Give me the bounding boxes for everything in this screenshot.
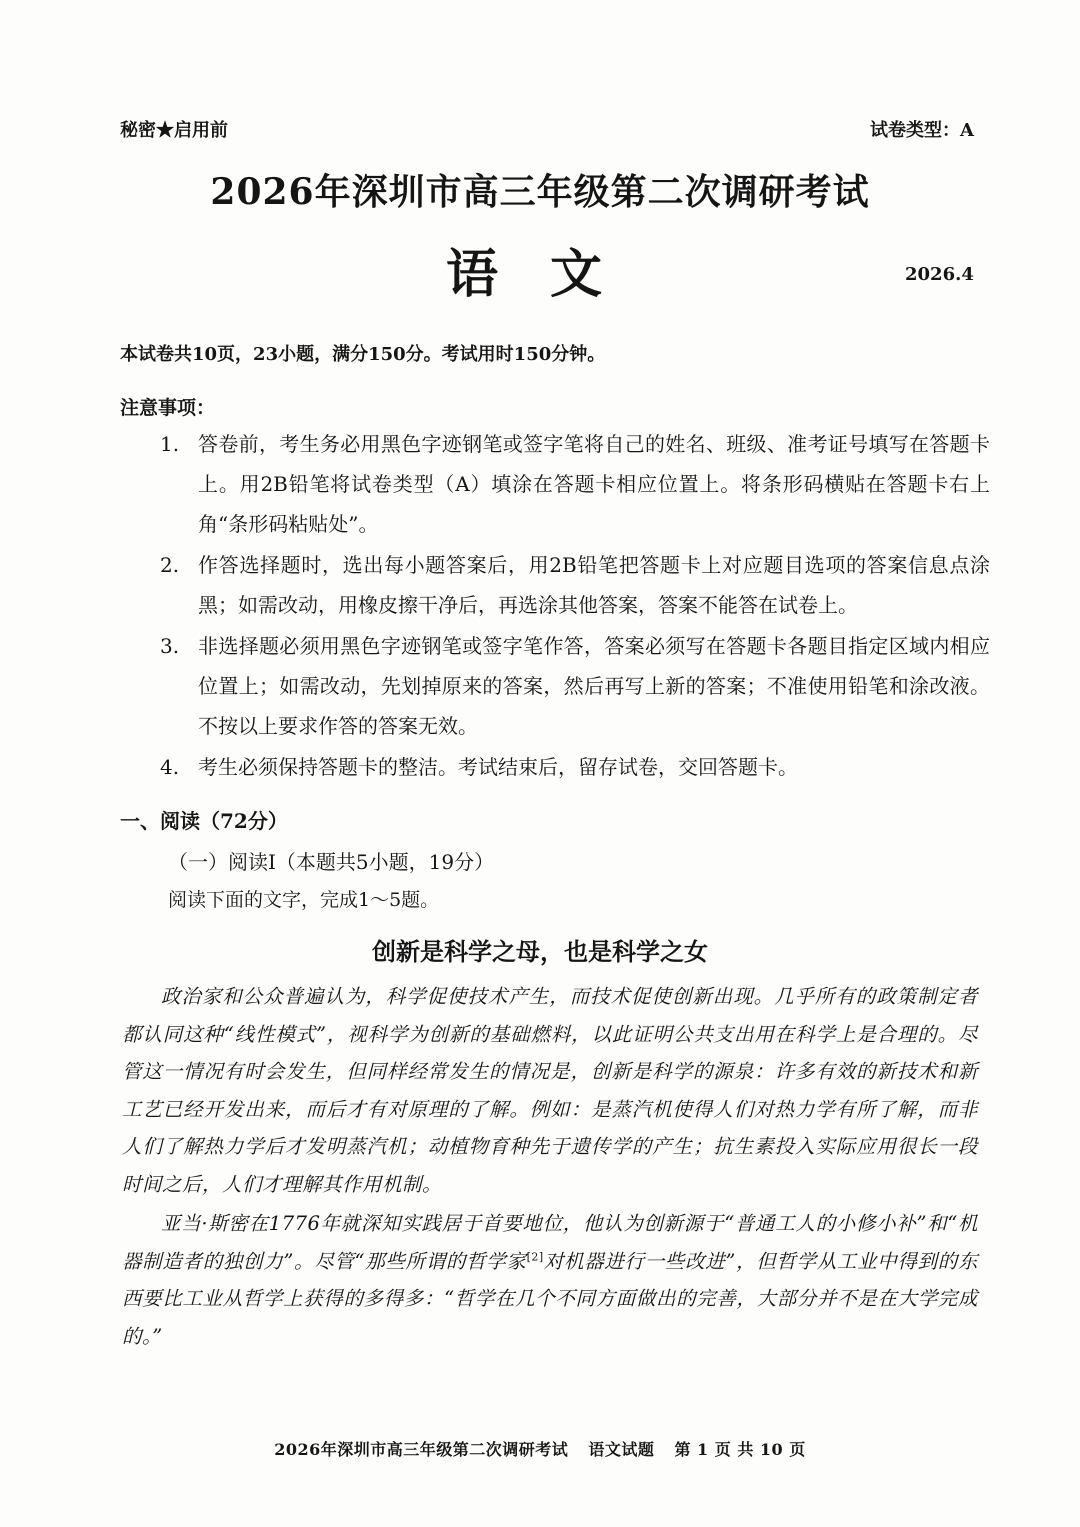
notice-number: 4.: [160, 755, 180, 779]
notice-number: 2.: [160, 553, 180, 577]
paragraph-text: 亚当·斯密在1776年就深知实践居于首要地位，他认为创新源于“普通工人的小修小补”和“机器制造者的独创力”。尽管“那些所谓的哲学家: [122, 1212, 978, 1273]
notice-item: [160, 545, 990, 625]
notice-text: 非选择题必须用黑色字迹钢笔或签字笔作答，答案必须写在答题卡各题目指定区域内相应位置上；如需改动，先划掉原来的答案，然后再写上新的答案；不准使用铅笔和涂改液。不按以上要求作答的答案无效。: [198, 634, 990, 738]
exam-title: 2026年深圳市高三年级第二次调研考试: [210, 171, 870, 213]
footnote-marker: [2]: [526, 1250, 544, 1263]
footer-page-info: 第 1 页 共 10 页: [674, 1440, 806, 1459]
subject-title: 语文: [445, 244, 654, 305]
notice-item: [160, 747, 990, 787]
section-heading: 一、阅读（72分）: [120, 809, 288, 833]
paragraph-text: 对机器进行一些改进”，但哲学从工业中得到的东西要比工业从哲学上获得的多得多：“哲学在几个不同方面做出的完善，大部分并不是在大学完成的。”: [122, 1249, 978, 1348]
notice-item: [160, 424, 990, 544]
footer-paper-name: 语文试题: [588, 1440, 655, 1459]
article-paragraph: [122, 1205, 978, 1355]
paper-type-label: 试卷类型：A: [870, 120, 974, 141]
footer-exam-name: 2026年深圳市高三年级第二次调研考试: [274, 1440, 569, 1459]
notice-list: [160, 424, 990, 788]
notice-number: 1.: [160, 432, 180, 456]
article-paragraph: 政治家和公众普遍认为，科学促使技术产生，而技术促使创新出现。几乎所有的政策制定者都认同这种“线性模式”，视科学为创新的基础燃料，以此证明公共支出用在科学上是合理的。尽管这一情况有时会发生，但同样经常发生的情况是，创新是科学的源泉：许多有效的新技术和新工艺已经开发出来，而后才有对原理的了解。例如：是蒸汽机使得人们对热力学有所了解，而非人们了解热力学后才发明蒸汽机；动植物育种先于遗传学的产生；抗生素投入实际应用很长一段时间之后，人们才理解其作用机制。: [122, 985, 978, 1196]
exam-summary: 本试卷共10页，23小题，满分150分。考试用时150分钟。: [120, 344, 606, 365]
reading-instruction: 阅读下面的文字，完成1～5题。: [168, 889, 440, 911]
article-title: 创新是科学之母，也是科学之女: [372, 937, 708, 966]
exam-date: 2026.4: [905, 264, 974, 285]
article-body: [122, 978, 978, 1355]
notice-number: 3.: [160, 634, 180, 658]
notice-text: 考生必须保持答题卡的整洁。考试结束后，留存试卷，交回答题卡。: [198, 755, 798, 779]
confidential-label: 秘密★启用前: [120, 120, 228, 141]
page-footer: [0, 1437, 1080, 1460]
notice-item: [160, 626, 990, 746]
notice-heading: 注意事项：: [120, 397, 216, 419]
subsection-heading: （一）阅读Ⅰ（本题共5小题，19分）: [168, 850, 495, 874]
notice-text: 答卷前，考生务必用黑色字迹钢笔或签字笔将自己的姓名、班级、准考证号填写在答题卡上。用2B铅笔将试卷类型（A）填涂在答题卡相应位置上。将条形码横贴在答题卡右上角“条形码粘贴处”。: [198, 432, 990, 536]
notice-text: 作答选择题时，选出每小题答案后，用2B铅笔把答题卡上对应题目选项的答案信息点涂黑；如需改动，用橡皮擦干净后，再选涂其他答案，答案不能答在试卷上。: [198, 553, 990, 617]
